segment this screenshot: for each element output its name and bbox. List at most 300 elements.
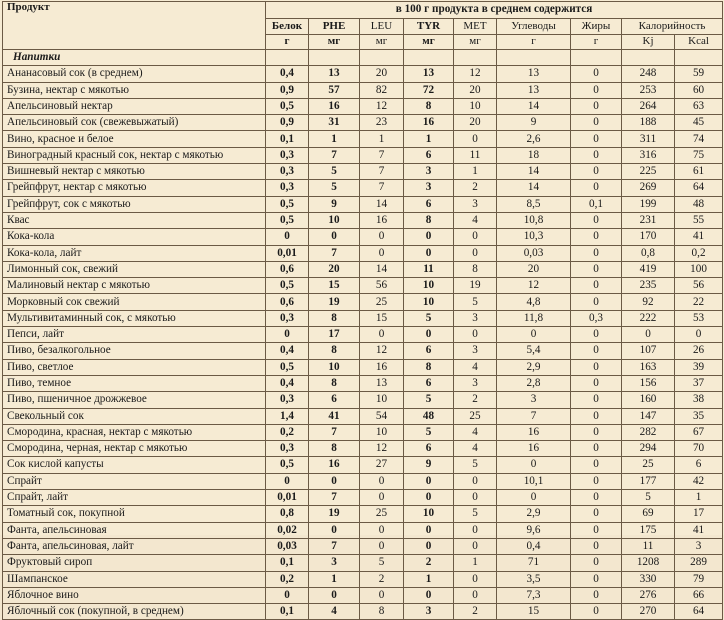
cell-fat: 0 bbox=[571, 604, 622, 620]
cell-met: 12 bbox=[454, 66, 497, 82]
cell-fat: 0 bbox=[571, 473, 622, 489]
cell-leu: 0 bbox=[360, 229, 404, 245]
cell-tyr: 0 bbox=[404, 229, 454, 245]
cell-fat: 0 bbox=[571, 555, 622, 571]
cell-kcal: 17 bbox=[675, 506, 723, 522]
product-name: Грейпфрут, сок с мякотью bbox=[3, 196, 266, 212]
product-name: Сок кислой капусты bbox=[3, 457, 266, 473]
cell-carbs: 16 bbox=[497, 424, 571, 440]
section-spacer bbox=[622, 50, 675, 66]
cell-leu: 20 bbox=[360, 66, 404, 82]
cell-fat: 0 bbox=[571, 147, 622, 163]
table-row bbox=[3, 555, 723, 571]
product-name: Ананасовый сок (в среднем) bbox=[3, 66, 266, 82]
cell-met: 4 bbox=[454, 441, 497, 457]
table-row bbox=[3, 375, 723, 391]
cell-phe: 7 bbox=[309, 424, 360, 440]
cell-kj: 160 bbox=[622, 392, 675, 408]
product-name: Вино, красное и белое bbox=[3, 131, 266, 147]
cell-fat: 0 bbox=[571, 457, 622, 473]
product-name: Смородина, красная, нектар с мякотью bbox=[3, 424, 266, 440]
cell-protein: 0,01 bbox=[266, 490, 309, 506]
unit-kcal: Kcal bbox=[675, 34, 723, 50]
cell-met: 0 bbox=[454, 587, 497, 603]
cell-kcal: 61 bbox=[675, 164, 723, 180]
cell-fat: 0,3 bbox=[571, 310, 622, 326]
cell-phe: 7 bbox=[309, 538, 360, 554]
table-row bbox=[3, 196, 723, 212]
cell-protein: 0,03 bbox=[266, 538, 309, 554]
cell-kj: 170 bbox=[622, 229, 675, 245]
section-spacer bbox=[266, 50, 309, 66]
unit-protein: г bbox=[266, 34, 309, 50]
cell-kj: 269 bbox=[622, 180, 675, 196]
section-spacer bbox=[360, 50, 404, 66]
cell-fat: 0 bbox=[571, 229, 622, 245]
cell-protein: 0 bbox=[266, 473, 309, 489]
cell-kj: 156 bbox=[622, 375, 675, 391]
cell-phe: 4 bbox=[309, 604, 360, 620]
cell-phe: 16 bbox=[309, 457, 360, 473]
cell-kcal: 39 bbox=[675, 359, 723, 375]
table-row bbox=[3, 278, 723, 294]
cell-phe: 8 bbox=[309, 310, 360, 326]
product-name: Вишневый нектар с мякотью bbox=[3, 164, 266, 180]
cell-kcal: 64 bbox=[675, 180, 723, 196]
cell-tyr: 11 bbox=[404, 261, 454, 277]
cell-carbs: 2,9 bbox=[497, 359, 571, 375]
cell-leu: 0 bbox=[360, 522, 404, 538]
cell-met: 2 bbox=[454, 180, 497, 196]
cell-met: 0 bbox=[454, 571, 497, 587]
cell-fat: 0 bbox=[571, 359, 622, 375]
cell-phe: 0 bbox=[309, 229, 360, 245]
cell-kcal: 41 bbox=[675, 229, 723, 245]
cell-protein: 0,4 bbox=[266, 66, 309, 82]
cell-carbs: 10,8 bbox=[497, 212, 571, 228]
cell-leu: 25 bbox=[360, 506, 404, 522]
unit-phe: мг bbox=[309, 34, 360, 50]
table-row bbox=[3, 229, 723, 245]
cell-leu: 25 bbox=[360, 294, 404, 310]
cell-met: 25 bbox=[454, 408, 497, 424]
col-header-calories: Калорийность bbox=[622, 19, 723, 35]
cell-kcal: 26 bbox=[675, 343, 723, 359]
cell-kj: 316 bbox=[622, 147, 675, 163]
product-name: Яблочное вино bbox=[3, 587, 266, 603]
cell-protein: 0,3 bbox=[266, 147, 309, 163]
cell-protein: 0,9 bbox=[266, 82, 309, 98]
table-row bbox=[3, 587, 723, 603]
product-name: Лимонный сок, свежий bbox=[3, 261, 266, 277]
cell-kj: 270 bbox=[622, 604, 675, 620]
unit-kj: Kj bbox=[622, 34, 675, 50]
cell-kcal: 289 bbox=[675, 555, 723, 571]
cell-leu: 7 bbox=[360, 147, 404, 163]
cell-carbs: 12 bbox=[497, 278, 571, 294]
cell-protein: 0,3 bbox=[266, 310, 309, 326]
table-row bbox=[3, 424, 723, 440]
cell-met: 19 bbox=[454, 278, 497, 294]
section-spacer bbox=[675, 50, 723, 66]
cell-met: 0 bbox=[454, 473, 497, 489]
col-header-carbs: Углеводы bbox=[497, 19, 571, 35]
cell-carbs: 18 bbox=[497, 147, 571, 163]
cell-kcal: 64 bbox=[675, 604, 723, 620]
cell-kj: 253 bbox=[622, 82, 675, 98]
cell-protein: 0,5 bbox=[266, 212, 309, 228]
section-spacer bbox=[454, 50, 497, 66]
cell-kcal: 45 bbox=[675, 115, 723, 131]
cell-phe: 0 bbox=[309, 473, 360, 489]
cell-protein: 0,01 bbox=[266, 245, 309, 261]
product-name: Спрайт bbox=[3, 473, 266, 489]
table-row bbox=[3, 343, 723, 359]
cell-tyr: 6 bbox=[404, 441, 454, 457]
cell-leu: 54 bbox=[360, 408, 404, 424]
cell-met: 5 bbox=[454, 294, 497, 310]
col-header-leu: LEU bbox=[360, 19, 404, 35]
cell-carbs: 2,8 bbox=[497, 375, 571, 391]
product-name: Грейпфрут, нектар с мякотью bbox=[3, 180, 266, 196]
section-title: Напитки bbox=[3, 50, 266, 66]
table-row bbox=[3, 212, 723, 228]
table-row bbox=[3, 571, 723, 587]
cell-leu: 8 bbox=[360, 604, 404, 620]
cell-leu: 5 bbox=[360, 555, 404, 571]
unit-carbs: г bbox=[497, 34, 571, 50]
cell-phe: 15 bbox=[309, 278, 360, 294]
cell-tyr: 3 bbox=[404, 604, 454, 620]
cell-met: 8 bbox=[454, 261, 497, 277]
cell-protein: 0,5 bbox=[266, 457, 309, 473]
col-header-met: MET bbox=[454, 19, 497, 35]
unit-met: мг bbox=[454, 34, 497, 50]
cell-carbs: 11,8 bbox=[497, 310, 571, 326]
cell-leu: 12 bbox=[360, 98, 404, 114]
cell-carbs: 7 bbox=[497, 408, 571, 424]
cell-fat: 0 bbox=[571, 212, 622, 228]
cell-protein: 0,2 bbox=[266, 571, 309, 587]
cell-kj: 163 bbox=[622, 359, 675, 375]
cell-fat: 0 bbox=[571, 278, 622, 294]
cell-carbs: 0,03 bbox=[497, 245, 571, 261]
cell-tyr: 72 bbox=[404, 82, 454, 98]
cell-phe: 9 bbox=[309, 196, 360, 212]
table-row bbox=[3, 82, 723, 98]
table-row bbox=[3, 457, 723, 473]
cell-met: 10 bbox=[454, 98, 497, 114]
product-name: Квас bbox=[3, 212, 266, 228]
nutrition-table bbox=[2, 1, 723, 620]
cell-protein: 0,5 bbox=[266, 359, 309, 375]
table-row bbox=[3, 180, 723, 196]
table-row bbox=[3, 490, 723, 506]
cell-carbs: 9,6 bbox=[497, 522, 571, 538]
cell-leu: 12 bbox=[360, 343, 404, 359]
cell-kcal: 63 bbox=[675, 98, 723, 114]
cell-leu: 0 bbox=[360, 327, 404, 343]
cell-carbs: 4,8 bbox=[497, 294, 571, 310]
cell-kcal: 0,2 bbox=[675, 245, 723, 261]
cell-carbs: 7,3 bbox=[497, 587, 571, 603]
product-name: Пиво, светлое bbox=[3, 359, 266, 375]
product-column-header: Продукт bbox=[3, 2, 266, 50]
cell-leu: 14 bbox=[360, 261, 404, 277]
table-row bbox=[3, 408, 723, 424]
cell-fat: 0 bbox=[571, 115, 622, 131]
cell-kj: 311 bbox=[622, 131, 675, 147]
table-row bbox=[3, 310, 723, 326]
cell-carbs: 3,5 bbox=[497, 571, 571, 587]
cell-tyr: 16 bbox=[404, 115, 454, 131]
cell-phe: 19 bbox=[309, 294, 360, 310]
product-name: Пиво, безалкогольное bbox=[3, 343, 266, 359]
cell-leu: 1 bbox=[360, 131, 404, 147]
cell-carbs: 14 bbox=[497, 180, 571, 196]
product-name: Малиновый нектар с мякотью bbox=[3, 278, 266, 294]
cell-leu: 0 bbox=[360, 473, 404, 489]
cell-carbs: 2,9 bbox=[497, 506, 571, 522]
cell-carbs: 9 bbox=[497, 115, 571, 131]
unit-tyr: мг bbox=[404, 34, 454, 50]
cell-phe: 41 bbox=[309, 408, 360, 424]
cell-tyr: 0 bbox=[404, 490, 454, 506]
cell-tyr: 1 bbox=[404, 131, 454, 147]
section-spacer bbox=[404, 50, 454, 66]
cell-tyr: 3 bbox=[404, 164, 454, 180]
cell-phe: 7 bbox=[309, 245, 360, 261]
cell-carbs: 10,1 bbox=[497, 473, 571, 489]
cell-kj: 175 bbox=[622, 522, 675, 538]
cell-carbs: 0 bbox=[497, 457, 571, 473]
cell-phe: 13 bbox=[309, 66, 360, 82]
table-row bbox=[3, 147, 723, 163]
cell-tyr: 8 bbox=[404, 359, 454, 375]
cell-kj: 5 bbox=[622, 490, 675, 506]
table-row bbox=[3, 131, 723, 147]
cell-met: 2 bbox=[454, 604, 497, 620]
cell-fat: 0 bbox=[571, 490, 622, 506]
product-name: Морковный сок свежий bbox=[3, 294, 266, 310]
cell-tyr: 5 bbox=[404, 424, 454, 440]
cell-kcal: 59 bbox=[675, 66, 723, 82]
cell-tyr: 0 bbox=[404, 327, 454, 343]
cell-met: 1 bbox=[454, 555, 497, 571]
cell-kj: 92 bbox=[622, 294, 675, 310]
cell-carbs: 3 bbox=[497, 392, 571, 408]
cell-kcal: 48 bbox=[675, 196, 723, 212]
cell-carbs: 14 bbox=[497, 98, 571, 114]
cell-protein: 0,3 bbox=[266, 392, 309, 408]
cell-carbs: 10,3 bbox=[497, 229, 571, 245]
cell-fat: 0 bbox=[571, 343, 622, 359]
cell-leu: 16 bbox=[360, 359, 404, 375]
cell-leu: 13 bbox=[360, 375, 404, 391]
cell-protein: 0,3 bbox=[266, 180, 309, 196]
cell-kj: 231 bbox=[622, 212, 675, 228]
table-row bbox=[3, 441, 723, 457]
cell-met: 0 bbox=[454, 538, 497, 554]
cell-leu: 27 bbox=[360, 457, 404, 473]
cell-kj: 1208 bbox=[622, 555, 675, 571]
cell-kj: 107 bbox=[622, 343, 675, 359]
cell-met: 3 bbox=[454, 310, 497, 326]
cell-phe: 6 bbox=[309, 392, 360, 408]
cell-leu: 23 bbox=[360, 115, 404, 131]
cell-kj: 25 bbox=[622, 457, 675, 473]
cell-kcal: 42 bbox=[675, 473, 723, 489]
cell-fat: 0 bbox=[571, 82, 622, 98]
product-name: Яблочный сок (покупной, в среднем) bbox=[3, 604, 266, 620]
table-row bbox=[3, 538, 723, 554]
cell-met: 0 bbox=[454, 229, 497, 245]
cell-protein: 0,1 bbox=[266, 555, 309, 571]
cell-tyr: 10 bbox=[404, 294, 454, 310]
product-name: Пиво, пшеничное дрожжевое bbox=[3, 392, 266, 408]
cell-kcal: 56 bbox=[675, 278, 723, 294]
cell-protein: 0 bbox=[266, 587, 309, 603]
cell-tyr: 0 bbox=[404, 245, 454, 261]
cell-met: 4 bbox=[454, 212, 497, 228]
cell-protein: 0,6 bbox=[266, 294, 309, 310]
table-row bbox=[3, 261, 723, 277]
cell-kj: 188 bbox=[622, 115, 675, 131]
cell-fat: 0 bbox=[571, 261, 622, 277]
cell-protein: 0,3 bbox=[266, 441, 309, 457]
cell-phe: 0 bbox=[309, 522, 360, 538]
cell-protein: 0,02 bbox=[266, 522, 309, 538]
cell-met: 4 bbox=[454, 424, 497, 440]
cell-fat: 0 bbox=[571, 98, 622, 114]
cell-tyr: 6 bbox=[404, 343, 454, 359]
cell-protein: 0,1 bbox=[266, 604, 309, 620]
cell-fat: 0 bbox=[571, 164, 622, 180]
cell-leu: 10 bbox=[360, 424, 404, 440]
unit-leu: мг bbox=[360, 34, 404, 50]
cell-leu: 15 bbox=[360, 310, 404, 326]
table-row bbox=[3, 506, 723, 522]
cell-kj: 69 bbox=[622, 506, 675, 522]
cell-kcal: 66 bbox=[675, 587, 723, 603]
cell-fat: 0 bbox=[571, 375, 622, 391]
table-row bbox=[3, 245, 723, 261]
cell-tyr: 9 bbox=[404, 457, 454, 473]
cell-kj: 11 bbox=[622, 538, 675, 554]
cell-kcal: 67 bbox=[675, 424, 723, 440]
cell-kj: 222 bbox=[622, 310, 675, 326]
cell-met: 0 bbox=[454, 327, 497, 343]
section-spacer bbox=[571, 50, 622, 66]
cell-tyr: 2 bbox=[404, 555, 454, 571]
cell-kcal: 6 bbox=[675, 457, 723, 473]
table-row bbox=[3, 164, 723, 180]
cell-kcal: 55 bbox=[675, 212, 723, 228]
cell-carbs: 0 bbox=[497, 327, 571, 343]
cell-carbs: 20 bbox=[497, 261, 571, 277]
cell-phe: 16 bbox=[309, 98, 360, 114]
cell-kcal: 38 bbox=[675, 392, 723, 408]
cell-fat: 0,1 bbox=[571, 196, 622, 212]
table-row bbox=[3, 98, 723, 114]
cell-kcal: 70 bbox=[675, 441, 723, 457]
cell-kj: 199 bbox=[622, 196, 675, 212]
cell-carbs: 16 bbox=[497, 441, 571, 457]
cell-tyr: 3 bbox=[404, 180, 454, 196]
cell-phe: 1 bbox=[309, 131, 360, 147]
cell-phe: 7 bbox=[309, 147, 360, 163]
cell-kj: 419 bbox=[622, 261, 675, 277]
cell-kcal: 41 bbox=[675, 522, 723, 538]
cell-tyr: 5 bbox=[404, 392, 454, 408]
product-name: Фруктовый сироп bbox=[3, 555, 266, 571]
col-header-phe: PHE bbox=[309, 19, 360, 35]
cell-fat: 0 bbox=[571, 522, 622, 538]
cell-carbs: 0,4 bbox=[497, 538, 571, 554]
cell-carbs: 15 bbox=[497, 604, 571, 620]
cell-fat: 0 bbox=[571, 408, 622, 424]
cell-leu: 10 bbox=[360, 392, 404, 408]
table-row bbox=[3, 522, 723, 538]
cell-carbs: 13 bbox=[497, 66, 571, 82]
cell-kcal: 3 bbox=[675, 538, 723, 554]
product-name: Смородина, черная, нектар с мякотью bbox=[3, 441, 266, 457]
cell-leu: 0 bbox=[360, 245, 404, 261]
cell-met: 20 bbox=[454, 115, 497, 131]
cell-kj: 225 bbox=[622, 164, 675, 180]
cell-phe: 57 bbox=[309, 82, 360, 98]
cell-carbs: 8,5 bbox=[497, 196, 571, 212]
cell-phe: 5 bbox=[309, 180, 360, 196]
cell-fat: 0 bbox=[571, 294, 622, 310]
cell-phe: 17 bbox=[309, 327, 360, 343]
section-spacer bbox=[497, 50, 571, 66]
cell-kcal: 60 bbox=[675, 82, 723, 98]
cell-kcal: 53 bbox=[675, 310, 723, 326]
group-header: в 100 г продукта в среднем содержится bbox=[266, 2, 723, 19]
cell-kcal: 0 bbox=[675, 327, 723, 343]
cell-kj: 177 bbox=[622, 473, 675, 489]
cell-kj: 264 bbox=[622, 98, 675, 114]
cell-leu: 82 bbox=[360, 82, 404, 98]
table-row bbox=[3, 66, 723, 82]
product-name: Апельсиновый сок (свежевыжатый) bbox=[3, 115, 266, 131]
product-name: Виноградный красный сок, нектар с мякотью bbox=[3, 147, 266, 163]
cell-tyr: 10 bbox=[404, 506, 454, 522]
table-row bbox=[3, 359, 723, 375]
cell-fat: 0 bbox=[571, 66, 622, 82]
cell-kj: 276 bbox=[622, 587, 675, 603]
cell-met: 0 bbox=[454, 131, 497, 147]
cell-leu: 2 bbox=[360, 571, 404, 587]
cell-fat: 0 bbox=[571, 327, 622, 343]
cell-protein: 0,5 bbox=[266, 196, 309, 212]
cell-protein: 0,4 bbox=[266, 375, 309, 391]
cell-kcal: 79 bbox=[675, 571, 723, 587]
cell-fat: 0 bbox=[571, 424, 622, 440]
cell-kcal: 1 bbox=[675, 490, 723, 506]
cell-protein: 1,4 bbox=[266, 408, 309, 424]
table-row bbox=[3, 327, 723, 343]
cell-kcal: 100 bbox=[675, 261, 723, 277]
product-name: Шампанское bbox=[3, 571, 266, 587]
cell-tyr: 8 bbox=[404, 212, 454, 228]
cell-kj: 294 bbox=[622, 441, 675, 457]
cell-protein: 0,4 bbox=[266, 343, 309, 359]
product-name: Спрайт, лайт bbox=[3, 490, 266, 506]
col-header-tyr: TYR bbox=[404, 19, 454, 35]
cell-phe: 10 bbox=[309, 212, 360, 228]
